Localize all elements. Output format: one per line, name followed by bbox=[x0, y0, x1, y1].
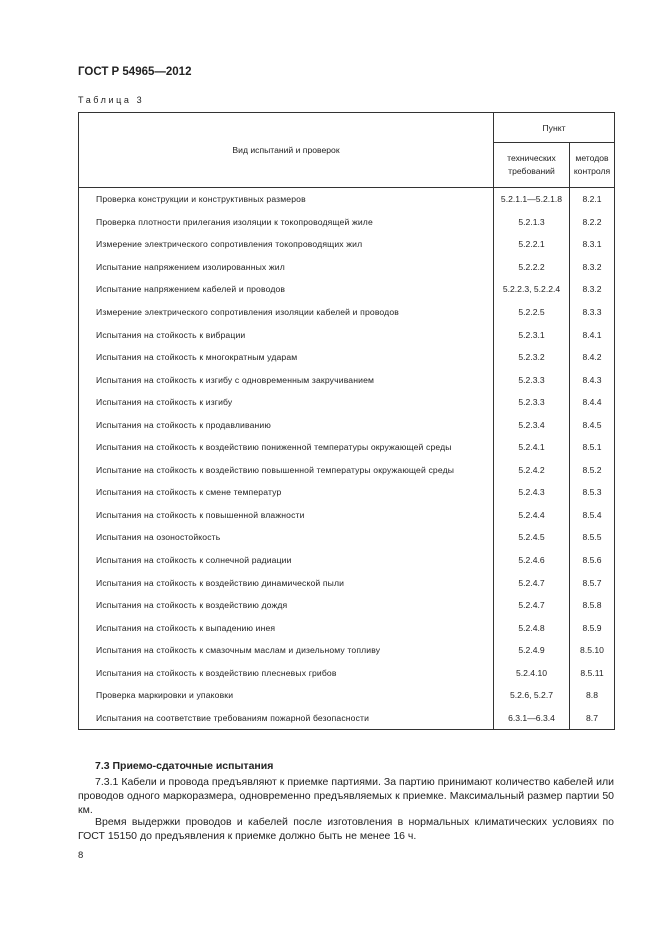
test-name-cell: Испытания на соответствие требованиям пожарной безопасности bbox=[79, 707, 494, 730]
test-name-cell: Измерение электрического сопротивления изоляции кабелей и проводов bbox=[79, 301, 494, 324]
method-cell: 8.5.4 bbox=[570, 504, 615, 527]
test-name-cell: Испытания на стойкость к многократным ударам bbox=[79, 346, 494, 369]
table-row bbox=[79, 616, 615, 639]
table-row bbox=[79, 233, 615, 256]
tech-req-cell: 5.2.3.1 bbox=[494, 323, 570, 346]
method-cell: 8.4.4 bbox=[570, 391, 615, 414]
col-header-method: методов контроля bbox=[570, 143, 615, 188]
table-row bbox=[79, 684, 615, 707]
tech-req-cell: 6.3.1—6.3.4 bbox=[494, 707, 570, 730]
test-name-cell: Испытания на стойкость к воздействию плесневых грибов bbox=[79, 661, 494, 684]
table-row bbox=[79, 594, 615, 617]
method-cell: 8.7 bbox=[570, 707, 615, 730]
test-name-cell: Испытания на стойкость к солнечной радиации bbox=[79, 549, 494, 572]
method-cell: 8.2.2 bbox=[570, 211, 615, 234]
test-name-cell: Проверка плотности прилегания изоляции к токопроводящей жиле bbox=[79, 211, 494, 234]
method-cell: 8.4.1 bbox=[570, 323, 615, 346]
test-name-cell: Испытания на стойкость к смазочным маслам и дизельному топливу bbox=[79, 639, 494, 662]
test-name-cell: Испытание на стойкость к воздействию повышенной температуры окружающей среды bbox=[79, 459, 494, 482]
test-name-cell: Испытания на стойкость к изгибу с одновременным закручиванием bbox=[79, 368, 494, 391]
method-cell: 8.5.9 bbox=[570, 616, 615, 639]
tech-req-cell: 5.2.4.1 bbox=[494, 436, 570, 459]
table-row bbox=[79, 278, 615, 301]
method-cell: 8.8 bbox=[570, 684, 615, 707]
method-cell: 8.4.3 bbox=[570, 368, 615, 391]
table-row bbox=[79, 368, 615, 391]
tech-req-cell: 5.2.3.4 bbox=[494, 413, 570, 436]
col-header-tech: технических требований bbox=[494, 143, 570, 188]
tech-req-cell: 5.2.4.5 bbox=[494, 526, 570, 549]
test-name-cell: Испытания на стойкость к вибрации bbox=[79, 323, 494, 346]
section-title: 7.3 Приемо-сдаточные испытания bbox=[95, 760, 274, 772]
method-cell: 8.3.2 bbox=[570, 256, 615, 279]
document-header: ГОСТ Р 54965—2012 bbox=[78, 66, 192, 78]
test-name-cell: Испытание напряжением кабелей и проводов bbox=[79, 278, 494, 301]
table-row bbox=[79, 301, 615, 324]
test-name-cell: Проверка маркировки и упаковки bbox=[79, 684, 494, 707]
tech-req-cell: 5.2.4.2 bbox=[494, 459, 570, 482]
tech-req-cell: 5.2.1.3 bbox=[494, 211, 570, 234]
method-cell: 8.4.2 bbox=[570, 346, 615, 369]
tech-req-cell: 5.2.4.10 bbox=[494, 661, 570, 684]
table-row bbox=[79, 391, 615, 414]
method-cell: 8.2.1 bbox=[570, 188, 615, 211]
test-name-cell: Испытания на стойкость к смене температур bbox=[79, 481, 494, 504]
tech-req-cell: 5.2.1.1—5.2.1.8 bbox=[494, 188, 570, 211]
tech-req-cell: 5.2.4.9 bbox=[494, 639, 570, 662]
test-name-cell: Проверка конструкции и конструктивных размеров bbox=[79, 188, 494, 211]
test-name-cell: Испытания на озоностойкость bbox=[79, 526, 494, 549]
method-cell: 8.4.5 bbox=[570, 413, 615, 436]
table-row bbox=[79, 413, 615, 436]
method-cell: 8.5.3 bbox=[570, 481, 615, 504]
method-cell: 8.5.5 bbox=[570, 526, 615, 549]
method-cell: 8.3.1 bbox=[570, 233, 615, 256]
table-caption: Таблица 3 bbox=[78, 95, 145, 105]
table-row bbox=[79, 707, 615, 730]
tests-table bbox=[78, 112, 615, 730]
table-row bbox=[79, 526, 615, 549]
test-name-cell: Испытания на стойкость к воздействию дождя bbox=[79, 594, 494, 617]
table-row bbox=[79, 639, 615, 662]
test-name-cell: Измерение электрического сопротивления токопроводящих жил bbox=[79, 233, 494, 256]
tech-req-cell: 5.2.6, 5.2.7 bbox=[494, 684, 570, 707]
tech-req-cell: 5.2.2.5 bbox=[494, 301, 570, 324]
tech-req-cell: 5.2.2.2 bbox=[494, 256, 570, 279]
tech-req-cell: 5.2.3.3 bbox=[494, 368, 570, 391]
test-name-cell: Испытания на стойкость к выпадению инея bbox=[79, 616, 494, 639]
method-cell: 8.5.1 bbox=[570, 436, 615, 459]
table-row bbox=[79, 549, 615, 572]
tech-req-cell: 5.2.4.7 bbox=[494, 571, 570, 594]
col-header-group: Пункт bbox=[494, 113, 615, 143]
method-cell: 8.3.3 bbox=[570, 301, 615, 324]
table-row bbox=[79, 211, 615, 234]
tech-req-cell: 5.2.2.1 bbox=[494, 233, 570, 256]
tech-req-cell: 5.2.3.2 bbox=[494, 346, 570, 369]
paragraph: Время выдержки проводов и кабелей после изготовления в нормальных климатических условиях по ГОСТ 15150 до предъявления к приемке должно быть не менее 16 ч. bbox=[78, 816, 614, 842]
tech-req-cell: 5.2.4.3 bbox=[494, 481, 570, 504]
test-name-cell: Испытания на стойкость к воздействию пониженной температуры окружающей среды bbox=[79, 436, 494, 459]
test-name-cell: Испытание напряжением изолированных жил bbox=[79, 256, 494, 279]
table-row bbox=[79, 346, 615, 369]
table-row bbox=[79, 459, 615, 482]
tech-req-cell: 5.2.4.7 bbox=[494, 594, 570, 617]
test-name-cell: Испытания на стойкость к повышенной влажности bbox=[79, 504, 494, 527]
method-cell: 8.5.6 bbox=[570, 549, 615, 572]
table-row bbox=[79, 661, 615, 684]
table-row bbox=[79, 481, 615, 504]
tech-req-cell: 5.2.4.8 bbox=[494, 616, 570, 639]
test-name-cell: Испытания на стойкость к продавливанию bbox=[79, 413, 494, 436]
table-row bbox=[79, 323, 615, 346]
method-cell: 8.5.7 bbox=[570, 571, 615, 594]
method-cell: 8.5.10 bbox=[570, 639, 615, 662]
test-name-cell: Испытания на стойкость к изгибу bbox=[79, 391, 494, 414]
tech-req-cell: 5.2.2.3, 5.2.2.4 bbox=[494, 278, 570, 301]
method-cell: 8.5.11 bbox=[570, 661, 615, 684]
table-row bbox=[79, 188, 615, 211]
method-cell: 8.3.2 bbox=[570, 278, 615, 301]
page-number: 8 bbox=[78, 850, 84, 861]
test-name-cell: Испытания на стойкость к воздействию динамической пыли bbox=[79, 571, 494, 594]
col-header-kind: Вид испытаний и проверок bbox=[79, 113, 494, 188]
tech-req-cell: 5.2.3.3 bbox=[494, 391, 570, 414]
table-row bbox=[79, 256, 615, 279]
method-cell: 8.5.8 bbox=[570, 594, 615, 617]
table-row bbox=[79, 504, 615, 527]
table-row bbox=[79, 436, 615, 459]
method-cell: 8.5.2 bbox=[570, 459, 615, 482]
table-row bbox=[79, 571, 615, 594]
tech-req-cell: 5.2.4.4 bbox=[494, 504, 570, 527]
paragraph: 7.3.1 Кабели и провода предъявляют к приемке партиями. За партию принимают количество кабелей или проводов одного маркоразмера, одновременно предъявляемых к приемке. Максимальный размер партии 50 км. bbox=[78, 776, 614, 816]
tech-req-cell: 5.2.4.6 bbox=[494, 549, 570, 572]
